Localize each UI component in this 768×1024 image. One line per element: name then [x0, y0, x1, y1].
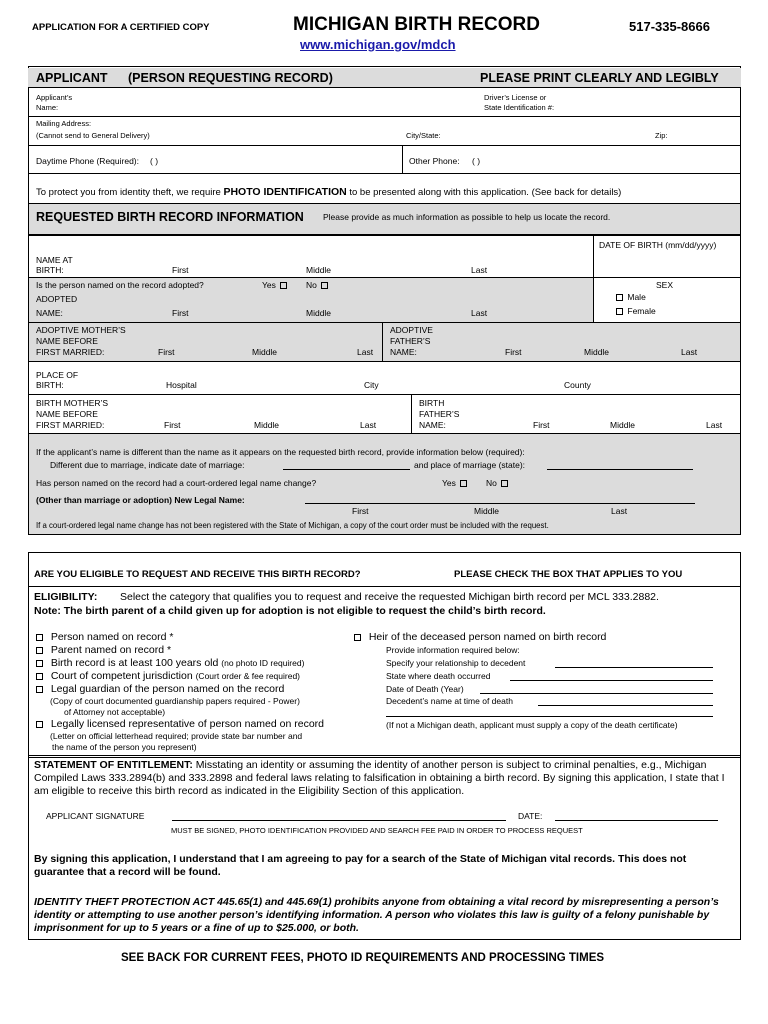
sex-label: SEX [656, 280, 674, 290]
adoptive-mother-label-2: NAME BEFORE [36, 336, 98, 346]
applicant-name-label: Applicant’s [36, 93, 73, 102]
court-change-yes-label: Yes [442, 478, 456, 488]
form-subtitle: APPLICATION FOR A CERTIFIED COPY [32, 22, 210, 33]
entitlement-label: STATEMENT OF ENTITLEMENT: [34, 759, 193, 771]
court-change-no-checkbox[interactable] [501, 480, 508, 487]
applicant-subheading: (PERSON REQUESTING RECORD) [128, 71, 333, 85]
adoptive-mother-middle[interactable]: Middle [252, 347, 278, 357]
eligibility-person-option[interactable] [34, 631, 173, 643]
court-change-yes-checkbox[interactable] [460, 480, 467, 487]
adopted-yes-option[interactable] [262, 280, 289, 290]
entitlement-statement [34, 759, 734, 798]
eligibility-court-option[interactable] [34, 670, 300, 682]
birth-mother-first[interactable]: First [164, 420, 181, 430]
adoptive-parents-row [29, 323, 740, 361]
mailing-address-note: (Cannot send to General Delivery) [36, 131, 150, 140]
adopted-yes-checkbox[interactable] [280, 282, 287, 289]
new-legal-name-middle: Middle [474, 506, 500, 516]
photo-id-notice-bold: PHOTO IDENTIFICATION [223, 186, 347, 198]
guardian-note-1: (Copy of court documented guardianship papers required - Power) [50, 696, 300, 706]
heir-relationship-field[interactable] [555, 667, 713, 668]
court-change-no-label: No [486, 478, 497, 488]
eligibility-label: ELIGIBILITY: [34, 591, 98, 603]
photo-id-notice-pre: To protect you from identity theft, we require [36, 187, 221, 198]
heir-date-of-death-field[interactable] [480, 693, 713, 694]
person-checkbox[interactable] [36, 634, 43, 641]
heir-option-label: Heir of the deceased person named on birth record [368, 631, 607, 643]
guardian-option-label: Legal guardian of the person named on the record [50, 683, 285, 695]
adopted-name-label-2: NAME: [36, 308, 63, 318]
guardian-checkbox[interactable] [36, 686, 43, 693]
daytime-phone-label: Daytime Phone (Required): [36, 156, 139, 166]
photo-id-notice-post: to be presented along with this application. (See back for details) [349, 187, 622, 198]
applicant-name-label-2: Name: [36, 103, 59, 112]
heir-info-note: Provide information required below: [386, 645, 520, 655]
zip-label: Zip: [655, 131, 668, 140]
payment-agreement: By signing this application, I understand that I am agreeing to pay for a search of the State of Michigan vital records. This does not guarantee that a record will be found. [34, 853, 687, 878]
phone-number: 517-335-8666 [629, 19, 710, 34]
court-change-yes-option[interactable] [442, 478, 469, 488]
footer-note: SEE BACK FOR CURRENT FEES, PHOTO ID REQUIREMENTS AND PROCESSING TIMES [121, 952, 605, 964]
signature-label: APPLICANT SIGNATURE [46, 811, 145, 821]
place-of-birth-label: PLACE OF [36, 370, 79, 380]
new-legal-name-last: Last [611, 506, 628, 516]
sex-female-checkbox[interactable] [616, 308, 623, 315]
adopted-no-checkbox[interactable] [321, 282, 328, 289]
hundred-years-label: Birth record is at least 100 years old [50, 657, 219, 669]
other-phone-label: Other Phone: [409, 156, 460, 166]
heir-decedent-name-field[interactable] [538, 705, 713, 706]
license-label: Driver’s License or [484, 93, 547, 102]
adoptive-father-label: ADOPTIVE [390, 325, 433, 335]
name-at-birth-middle[interactable]: Middle [306, 265, 332, 275]
court-order-note: If a court-ordered legal name change has not been registered with the State of Michigan, a copy of the court order must be included with the request. [36, 521, 549, 530]
sex-male-label: Male [627, 292, 646, 302]
mailing-address-field[interactable] [180, 118, 400, 142]
adoptive-mother-label-3: FIRST MARRIED: [36, 347, 105, 357]
city-state-label: City/State: [406, 131, 441, 140]
photo-id-notice [36, 186, 621, 198]
birth-mother-label-3: FIRST MARRIED: [36, 420, 105, 430]
requested-heading: REQUESTED BIRTH RECORD INFORMATION [36, 210, 304, 224]
new-legal-name-field[interactable] [305, 503, 695, 504]
representative-option-label: Legally licensed representative of person named on record [50, 718, 325, 730]
adoptive-father-middle[interactable]: Middle [584, 347, 610, 357]
new-legal-name-label: (Other than marriage or adoption) New Legal Name: [36, 495, 245, 505]
adoptive-mother-label: ADOPTIVE MOTHER’S [36, 325, 126, 335]
heir-decedent-name-label: Decedent’s name at time of death [386, 696, 513, 706]
eligibility-intro: Select the category that qualifies you to request and receive the requested Michigan birth record per MCL 333.2882. [120, 591, 659, 603]
eligibility-heading: ARE YOU ELIGIBLE TO REQUEST AND RECEIVE THIS BIRTH RECORD? [34, 569, 361, 580]
eligibility-check-note: PLEASE CHECK THE BOX THAT APPLIES TO YOU [454, 569, 683, 580]
heir-death-state-field[interactable] [510, 680, 713, 681]
license-field[interactable] [570, 92, 735, 114]
eligibility-guardian-option[interactable] [34, 683, 284, 695]
sex-female-option[interactable] [614, 306, 656, 316]
hundred-years-note: (no photo ID required) [221, 658, 305, 668]
adopted-middle[interactable]: Middle [306, 308, 332, 318]
parent-option-label: Parent named on record * [50, 644, 172, 656]
birth-father-middle[interactable]: Middle [610, 420, 636, 430]
date-of-birth-label: DATE OF BIRTH (mm/dd/yyyy) [599, 240, 717, 250]
date-label: DATE: [518, 811, 543, 821]
birth-city-field[interactable]: City [364, 380, 379, 390]
birth-mother-label: BIRTH MOTHER’S [36, 398, 109, 408]
entitlement-text: Misstating an identity or assuming the identity of another person is subject to criminal penalties, e.g., Michigan Compiled Laws 333.2894(b) and 333.2898 and federal laws relating to falsification in obtaining a birth record. By signing this application, I state that I am eligible to receive this birth record as indicated in the Eligibility Section of this application. [34, 759, 725, 797]
adoptive-mother-last[interactable]: Last [357, 347, 374, 357]
birth-father-label-3: NAME: [419, 420, 446, 430]
guardian-note-2: of Attorney not acceptable) [64, 707, 166, 717]
birth-hospital-field[interactable]: Hospital [166, 380, 197, 390]
license-label-2: State Identification #: [484, 103, 555, 112]
name-at-birth-first[interactable]: First [172, 265, 189, 275]
other-phone-field[interactable]: ( ) [472, 156, 481, 166]
form-title: MICHIGAN BIRTH RECORD [293, 14, 540, 35]
zip-field[interactable] [672, 118, 737, 142]
adopted-name-label: ADOPTED [36, 294, 78, 304]
print-clearly-note: PLEASE PRINT CLEARLY AND LEGIBLY [480, 71, 719, 85]
heir-death-state-label: State where death occurred [386, 671, 491, 681]
adoptive-father-label-2: FATHER’S [390, 336, 431, 346]
birth-county-field[interactable]: County [564, 380, 591, 390]
court-checkbox[interactable] [36, 673, 43, 680]
person-option-label: Person named on record * [50, 631, 174, 643]
heir-death-certificate-note: (If not a Michigan death, applicant must supply a copy of the death certificate) [386, 720, 678, 730]
marriage-date-field[interactable] [283, 469, 410, 470]
eligibility-heir-option[interactable] [352, 631, 606, 643]
birth-mother-last[interactable]: Last [360, 420, 377, 430]
eligibility-note: Note: The birth parent of a child given up for adoption is not eligible to request the child’s birth record. [34, 605, 546, 617]
applicant-name-field[interactable] [80, 92, 470, 114]
birth-father-last[interactable]: Last [706, 420, 723, 430]
birth-father-first[interactable]: First [533, 420, 550, 430]
date-field[interactable] [555, 820, 718, 821]
heir-date-of-death-label: Date of Death (Year) [386, 684, 464, 694]
name-at-birth-label: NAME AT [36, 255, 73, 265]
date-of-birth-field[interactable] [596, 252, 736, 277]
place-of-birth-label-2: BIRTH: [36, 380, 64, 390]
birth-father-label: BIRTH [419, 398, 445, 408]
daytime-phone-field[interactable]: ( ) [150, 156, 159, 166]
hundred-years-checkbox[interactable] [36, 660, 43, 667]
different-name-note: If the applicant’s name is different than the name as it appears on the requested birth record, provide information below (required): [36, 447, 525, 457]
eligibility-100-years-option[interactable] [34, 657, 304, 669]
court-change-question: Has person named on the record had a court-ordered legal name change? [36, 478, 317, 488]
adoptive-father-label-3: NAME: [390, 347, 417, 357]
eligibility-parent-option[interactable] [34, 644, 171, 656]
marriage-place-label: and place of marriage (state): [414, 460, 526, 470]
marriage-place-field[interactable] [547, 469, 693, 470]
eligibility-representative-option[interactable] [34, 718, 324, 730]
requested-note: Please provide as much information as possible to help us locate the record. [323, 212, 611, 222]
must-be-signed-note: MUST BE SIGNED, PHOTO IDENTIFICATION PROVIDED AND SEARCH FEE PAID IN ORDER TO PROCESS REQUEST [171, 826, 583, 835]
court-option-label: Court of competent jurisdiction [50, 670, 193, 682]
court-option-note: (Court order & fee required) [195, 671, 301, 681]
adopted-yes-label: Yes [262, 280, 276, 290]
sex-male-option[interactable] [614, 292, 646, 302]
identity-theft-act: IDENTITY THEFT PROTECTION ACT 445.65(1) and 445.69(1) prohibits anyone from obtaining a vital record by misrepresenting a person’s identity or attempting to use another person’s identifying information. A person who violates this law is guilty of a felony punishable by imprisonment for up to 5 years or a fine of up to $25.000, or both. [34, 896, 719, 934]
applicant-heading: APPLICANT [36, 71, 108, 85]
mailing-address-label: Mailing Address: [36, 119, 92, 128]
adoptive-father-last[interactable]: Last [681, 347, 698, 357]
website-link[interactable]: www.michigan.gov/mdch [300, 37, 456, 52]
sex-male-checkbox[interactable] [616, 294, 623, 301]
new-legal-name-first: First [352, 506, 369, 516]
parent-checkbox[interactable] [36, 647, 43, 654]
representative-checkbox[interactable] [36, 721, 43, 728]
birth-mother-label-2: NAME BEFORE [36, 409, 98, 419]
birth-mother-middle[interactable]: Middle [254, 420, 280, 430]
adopted-first[interactable]: First [172, 308, 189, 318]
name-at-birth-label-2: BIRTH: [36, 265, 64, 275]
adopted-no-label: No [306, 280, 317, 290]
adopted-no-option[interactable] [306, 280, 330, 290]
marriage-date-label: Different due to marriage, indicate date of marriage: [50, 460, 245, 470]
heir-relationship-label: Specify your relationship to decedent [386, 658, 526, 668]
city-state-field[interactable] [450, 118, 645, 142]
birth-father-label-2: FATHER’S [419, 409, 460, 419]
sex-female-label: Female [627, 306, 656, 316]
adopted-question: Is the person named on the record adopted? [36, 280, 204, 290]
adoptive-father-first[interactable]: First [505, 347, 522, 357]
representative-note-2: the name of the person you represent) [52, 742, 197, 752]
adopted-last[interactable]: Last [471, 308, 488, 318]
court-change-no-option[interactable] [486, 478, 510, 488]
heir-checkbox[interactable] [354, 634, 361, 641]
name-at-birth-last[interactable]: Last [471, 265, 488, 275]
heir-decedent-name-field-2[interactable] [386, 716, 713, 717]
adoptive-mother-first[interactable]: First [158, 347, 175, 357]
signature-field[interactable] [172, 820, 506, 821]
representative-note-1: (Letter on official letterhead required; provide state bar number and [50, 731, 303, 741]
